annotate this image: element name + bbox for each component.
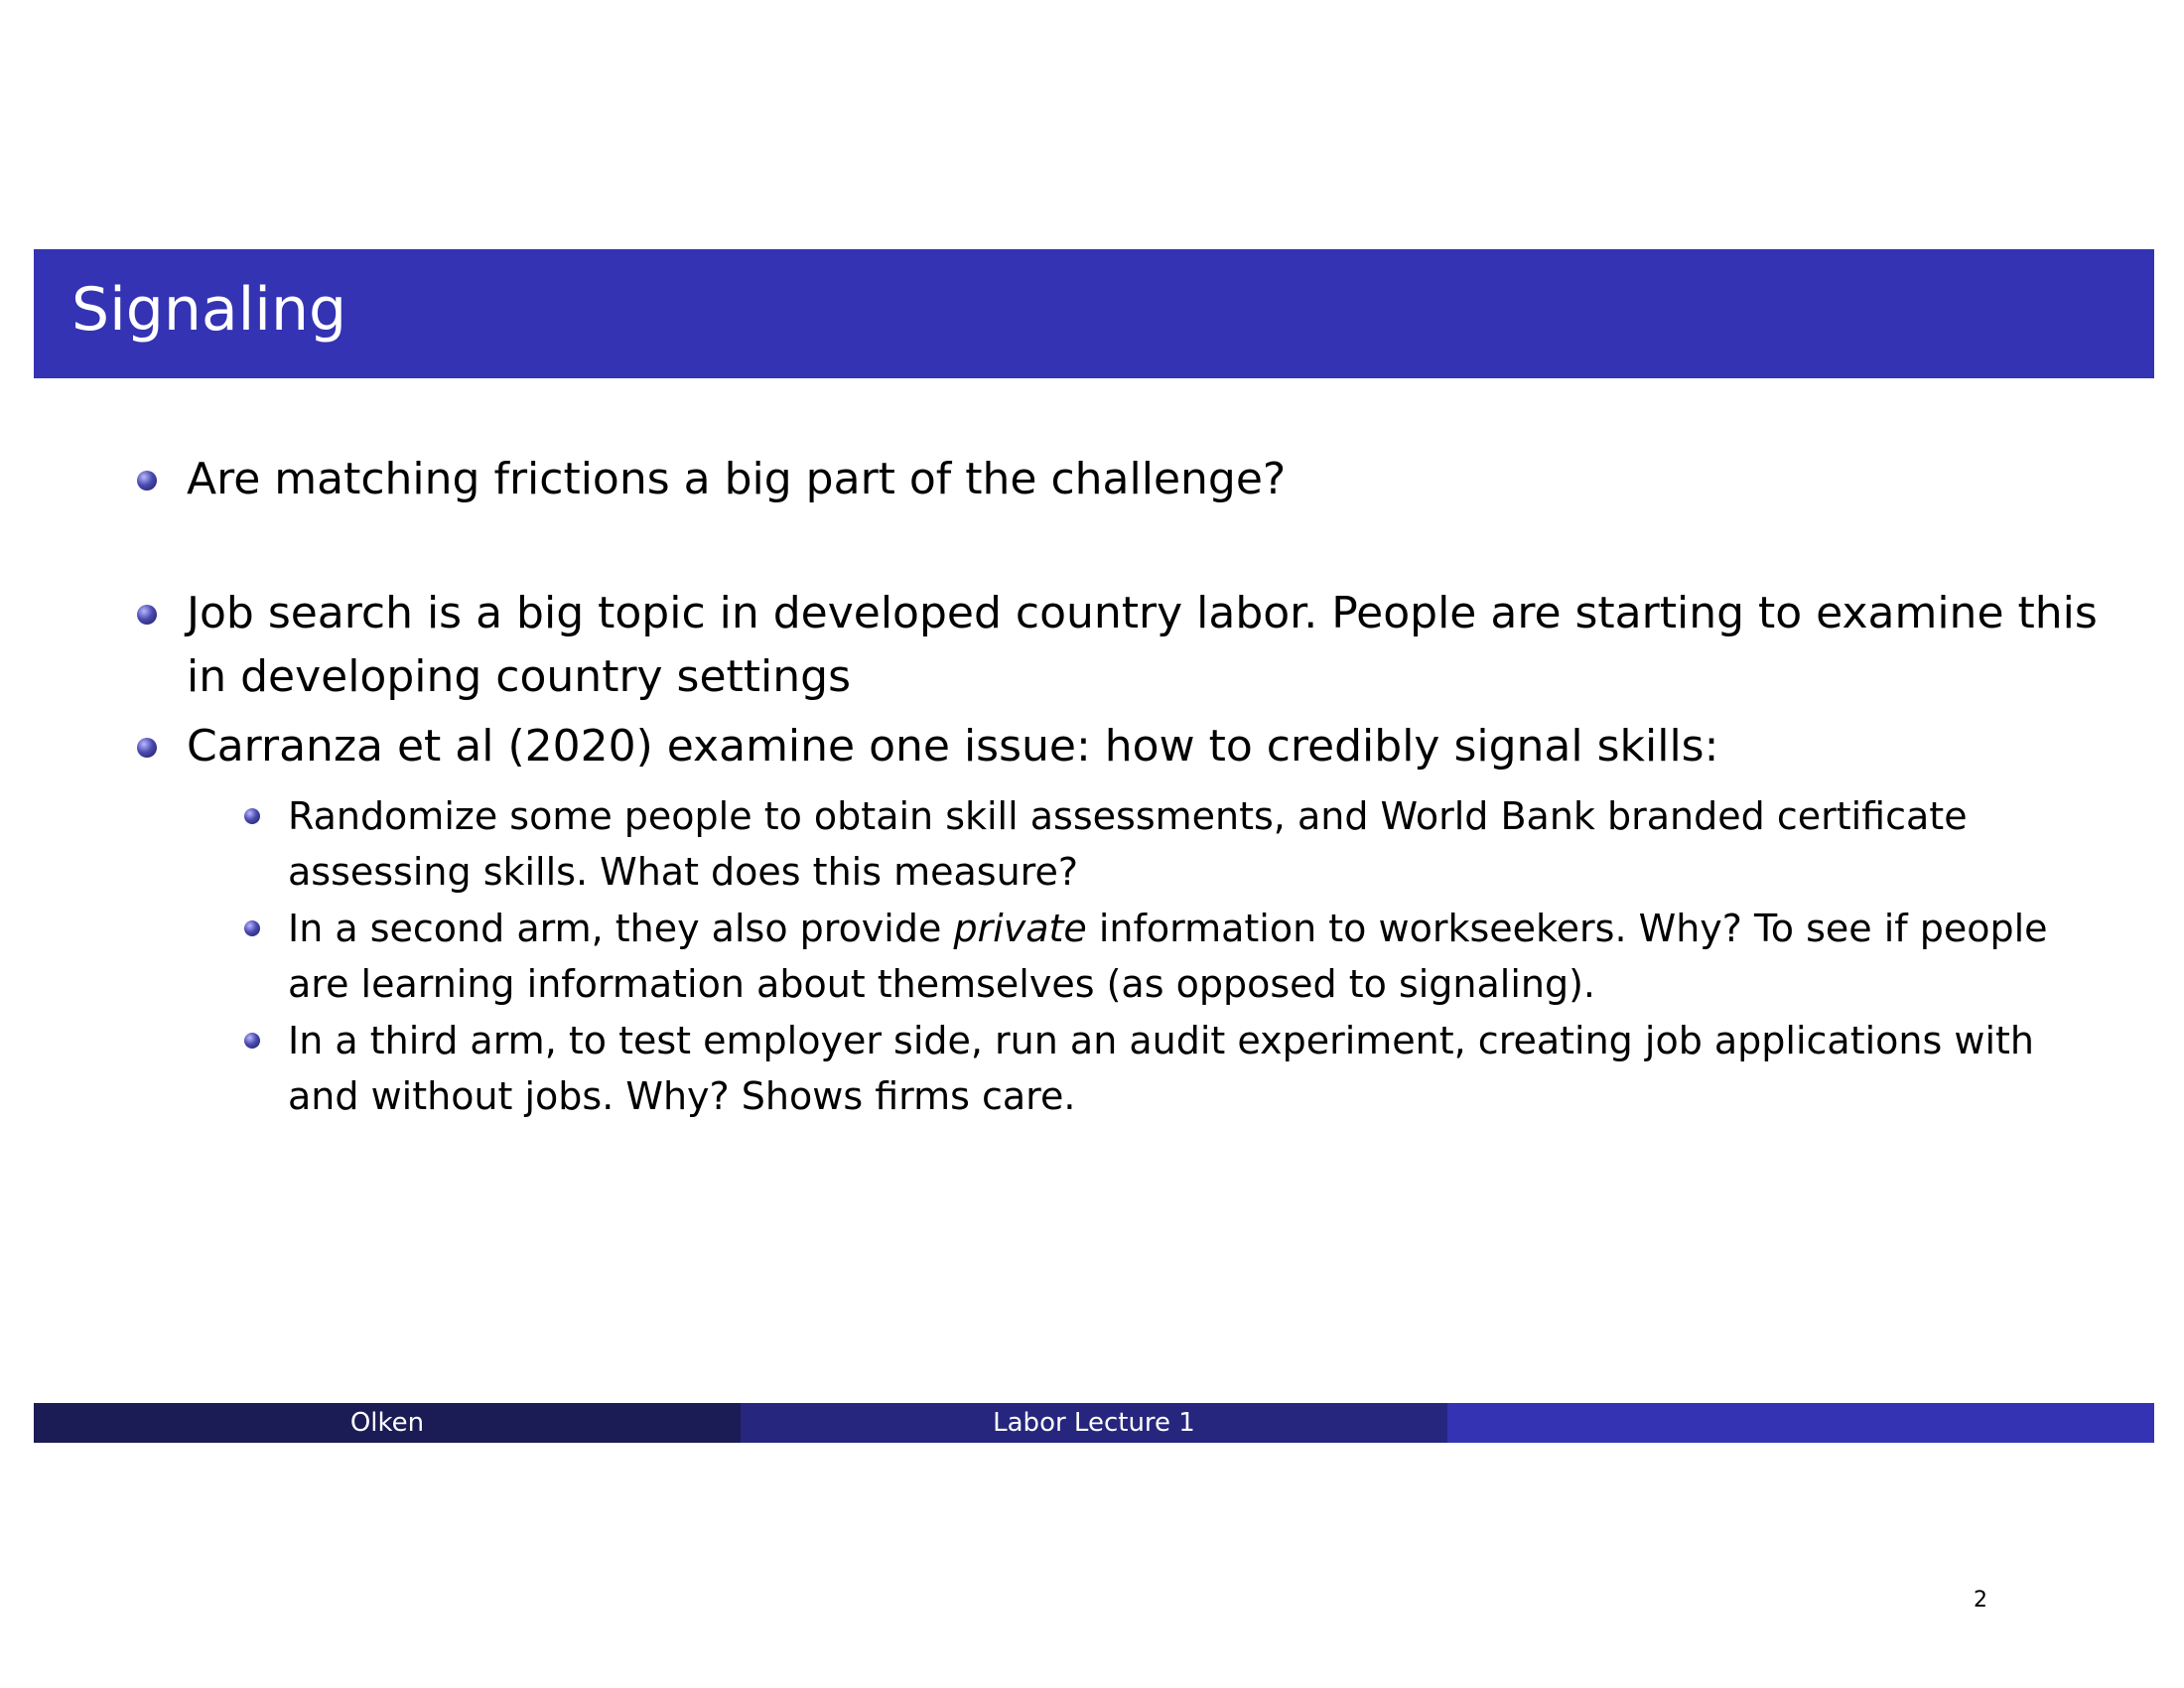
slide-title: Signaling — [71, 275, 347, 345]
sub-bullet-item — [288, 901, 2048, 956]
bullet-item: Are matching frictions a big part of the challenge? — [187, 454, 1287, 504]
bullet-icon — [137, 471, 157, 491]
footer-lecture-title: Labor Lecture 1 — [741, 1403, 1447, 1443]
emphasized-text: private — [953, 907, 1087, 950]
sub-bullet-item: Randomize some people to obtain skill assessments, and World Bank branded certificate — [288, 794, 1968, 838]
page-number: 2 — [1974, 1588, 1987, 1613]
bullet-item-continuation: in developing country settings — [187, 651, 852, 702]
bullet-icon — [137, 605, 157, 625]
sub-bullet-item-continuation: assessing skills. What does this measure? — [288, 850, 1078, 894]
sub-bullet-text: information to workseekers. Why? To see if people — [1086, 907, 2048, 950]
sub-bullet-item-continuation: are learning information about themselves (as opposed to signaling). — [288, 962, 1596, 1006]
footer-author: Olken — [34, 1403, 741, 1443]
bullet-icon — [137, 738, 157, 758]
footer-right-segment — [1447, 1403, 2154, 1443]
sub-bullet-icon — [244, 1033, 260, 1049]
sub-bullet-icon — [244, 808, 260, 824]
sub-bullet-item: In a third arm, to test employer side, run an audit experiment, creating job applications with — [288, 1019, 2035, 1062]
sub-bullet-icon — [244, 920, 260, 936]
sub-bullet-item-continuation: and without jobs. Why? Shows firms care. — [288, 1074, 1076, 1118]
bullet-item: Carranza et al (2020) examine one issue: how to credibly signal skills: — [187, 721, 1719, 772]
bullet-item: Job search is a big topic in developed country labor. People are starting to examine this — [187, 588, 2098, 638]
sub-bullet-text: In a second arm, they also provide — [288, 907, 954, 950]
